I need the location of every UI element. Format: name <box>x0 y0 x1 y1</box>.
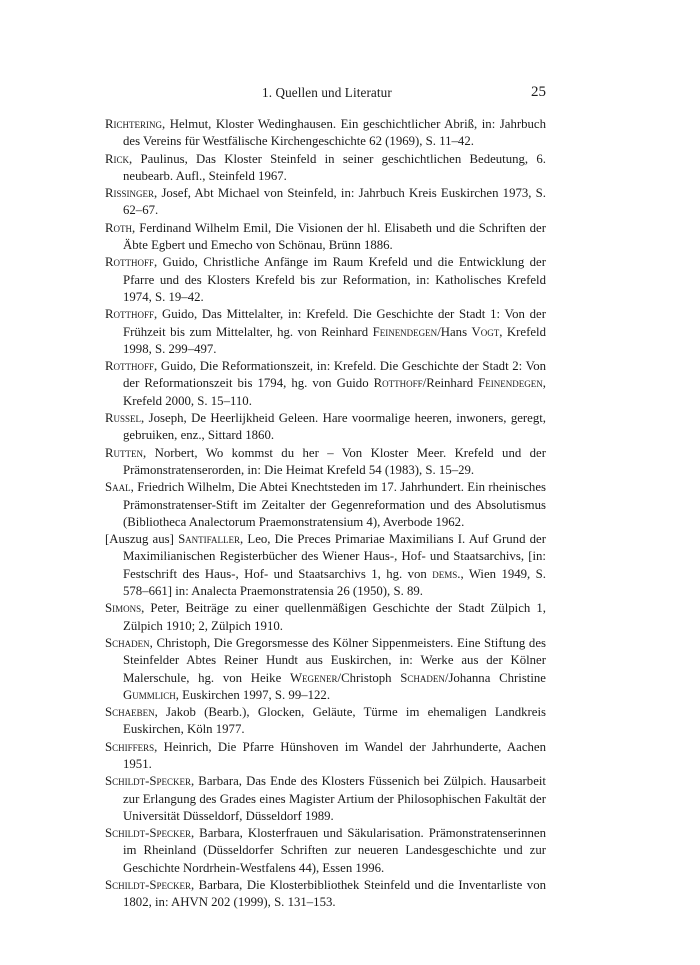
entry-text: , Joseph, De Heerlijkheid Geleen. Hare voormalige heeren, inwoners, geregt, gebruiken, enz., Sittard 1860. <box>123 411 546 443</box>
author-name: Schaden <box>105 635 150 650</box>
bibliography-entry-rotthoff-1 <box>105 254 546 306</box>
entry-text: , Friedrich Wilhelm, Die Abtei Knechtsteden im 17. Jahrhundert. Ein rheinisches Prämonstratenser-Stift im Zeitalter der Gegenreformation und des Absolutismus (Bibliotheca Analectorum Praemonstratensium 4), Averbode 1962. <box>123 480 546 529</box>
bibliography-entry-richtering <box>105 116 546 151</box>
author-name: Gummlich <box>123 687 176 702</box>
bibliography-entry-rutten <box>105 445 546 480</box>
entry-text: , Leo, Die Preces Primariae Maximilians I. Auf Grund der Maximilianischen Registerbücher des Wiener Haus-, Hof- und Staatsarchivs, [in: Festschrift des Haus-, Hof- und Staatsarchivs 1, hg. von <box>123 532 547 581</box>
bibliography-entry-roth <box>105 220 546 255</box>
entry-text: /Johanna Christine <box>444 670 546 685</box>
entry-text: , Guido, Das Mittelalter, in: Krefeld. Die Geschichte der Stadt 1: Von der Frühzeit bis zum Mittelalter, hg. von Reinhard <box>123 307 546 339</box>
bibliography-entry-rick <box>105 151 546 186</box>
bibliography-list <box>105 116 546 912</box>
author-name: Schaeben <box>105 705 155 720</box>
bibliography-entry-schildt-3 <box>105 877 546 912</box>
entry-text: , Josef, Abt Michael von Steinfeld, in: Jahrbuch Kreis Euskirchen 1973, S. 62–67. <box>123 186 546 218</box>
author-name: Rotthoff <box>373 376 423 391</box>
entry-text: , Jakob (Bearb.), Glocken, Geläute, Türme im ehemaligen Landkreis Euskirchen, Köln 1977. <box>123 705 546 737</box>
bibliography-entry-schaeben <box>105 704 546 739</box>
author-name: Simons <box>105 601 142 616</box>
author-name: Schildt-Specker <box>105 826 191 841</box>
entry-text: , Christoph, Die Gregorsmesse des Kölner Sippenmeisters. Eine Stiftung des Steinfelder Abtes Reiner Hundt aus Euskirchen, in: Werke aus der Kölner Malerschule, hg. von Heike <box>123 635 546 685</box>
entry-text: , Ferdinand Wilhelm Emil, Die Visionen der hl. Elisabeth und die Schriften der Äbte Egbert und Emecho von Schönau, Brünn 1886. <box>123 220 546 253</box>
author-name: Saal <box>105 480 131 495</box>
entry-text: , Guido, Die Reformationszeit, in: Krefeld. Die Geschichte der Stadt 2: Von der Reformationszeit bis 1794, hg. von Guido <box>123 359 546 391</box>
author-name: Schiffers <box>105 739 155 754</box>
bibliography-entry-rotthoff-2 <box>105 306 546 358</box>
entry-text: , Krefeld 2000, S. 15–110. <box>123 376 546 408</box>
author-name: Rotthoff <box>105 307 155 322</box>
entry-text: , Norbert, Wo kommst du her – Von Kloster Meer. Krefeld und der Prämonstratenserorden, in: Die Heimat Krefeld 54 (1983), S. 15–29. <box>123 445 546 477</box>
entry-text: , Barbara, Das Ende des Klosters Füssenich bei Zülpich. Hausarbeit zur Erlangung des Grades eines Magister Artium der Philosophischen Fakultät der Universität Düsseldorf, Düsseldorf 1989. <box>123 774 546 823</box>
entry-text: , Helmut, Kloster Wedinghausen. Ein geschichtlicher Abriß, in: Jahrbuch des Vereins für Westfälische Kirchengeschichte 62 (1969), S. 11–42. <box>123 117 546 149</box>
entry-text: , Barbara, Die Klosterbibliothek Steinfeld und die Inventarliste von 1802, in: AHVN 202 (1999), S. 131–153. <box>123 878 546 910</box>
entry-text: /Christoph <box>337 670 401 685</box>
author-name: Feinendegen <box>478 376 543 391</box>
bibliography-entry-rissinger <box>105 185 546 220</box>
author-name: Roth <box>105 220 133 235</box>
author-name: Rotthoff <box>105 359 155 374</box>
entry-text: , Barbara, Klosterfrauen und Säkularisation. Prämonstratenserinnen im Rheinland (Düsseldorfer Schriften zur neueren Landesgeschichte und zur Geschichte Nordrhein-Westfalens 44), Essen 1996. <box>123 826 546 875</box>
entry-text: , Guido, Christliche Anfänge im Raum Krefeld und die Entwicklung der Pfarre und des Klosters Krefeld bis zur Reformation, in: Katholisches Krefeld 1974, S. 19–42. <box>123 255 546 304</box>
chapter-title: 1. Quellen und Literatur <box>262 85 392 100</box>
entry-text: /Reinhard <box>422 376 479 391</box>
author-name: Wegener <box>289 670 338 685</box>
author-name: Richtering <box>105 117 163 131</box>
author-name: Russel <box>105 411 142 426</box>
entry-text: , Euskirchen 1997, S. 99–122. <box>175 687 331 702</box>
running-head <box>0 85 700 107</box>
page-number: 25 <box>531 84 546 100</box>
bibliography-entry-schildt-1 <box>105 773 546 825</box>
entry-text: , Krefeld 1998, S. 299–497. <box>123 324 546 356</box>
entry-text: /Hans <box>437 324 472 339</box>
author-name: Rick <box>105 151 130 166</box>
bibliography-entry-simons <box>105 600 546 635</box>
bibliography-entry-schildt-2 <box>105 825 546 877</box>
author-name: Vogt <box>471 324 500 339</box>
author-name: Rotthoff <box>105 255 155 270</box>
author-name: Schildt-Specker <box>105 774 191 789</box>
bibliography-entry-santifaller <box>105 531 546 600</box>
entry-text: , Peter, Beiträge zu einer quellenmäßigen Geschichte der Stadt Zülpich 1, Zülpich 1910; 2, Zülpich 1910. <box>123 601 546 633</box>
author-name: Schaden <box>400 670 445 685</box>
author-name: Schildt-Specker <box>105 878 191 893</box>
bibliography-entry-schiffers <box>105 739 546 774</box>
author-name: dems. <box>432 566 461 581</box>
bibliography-entry-schaden <box>105 635 546 704</box>
entry-text: , Heinrich, Die Pfarre Hünshoven im Wandel der Jahrhunderte, Aachen 1951. <box>123 739 546 771</box>
bibliography-entry-russel <box>105 410 546 445</box>
author-name: Rissinger <box>105 186 155 201</box>
entry-text: , Paulinus, Das Kloster Steinfeld in seiner geschichtlichen Bedeutung, 6. neubearb. Aufl., Steinfeld 1967. <box>123 151 546 183</box>
bibliography-entry-saal <box>105 479 546 531</box>
author-name: Feinendegen <box>372 324 438 339</box>
author-name: Santifaller <box>178 532 241 547</box>
author-name: Rutten <box>105 445 144 460</box>
entry-text: [Auszug aus] <box>105 532 179 547</box>
bibliography-entry-rotthoff-3 <box>105 358 546 410</box>
entry-text: , Wien 1949, S. 578–661] in: Analecta Praemonstratensia 26 (1950), S. 89. <box>123 566 546 599</box>
